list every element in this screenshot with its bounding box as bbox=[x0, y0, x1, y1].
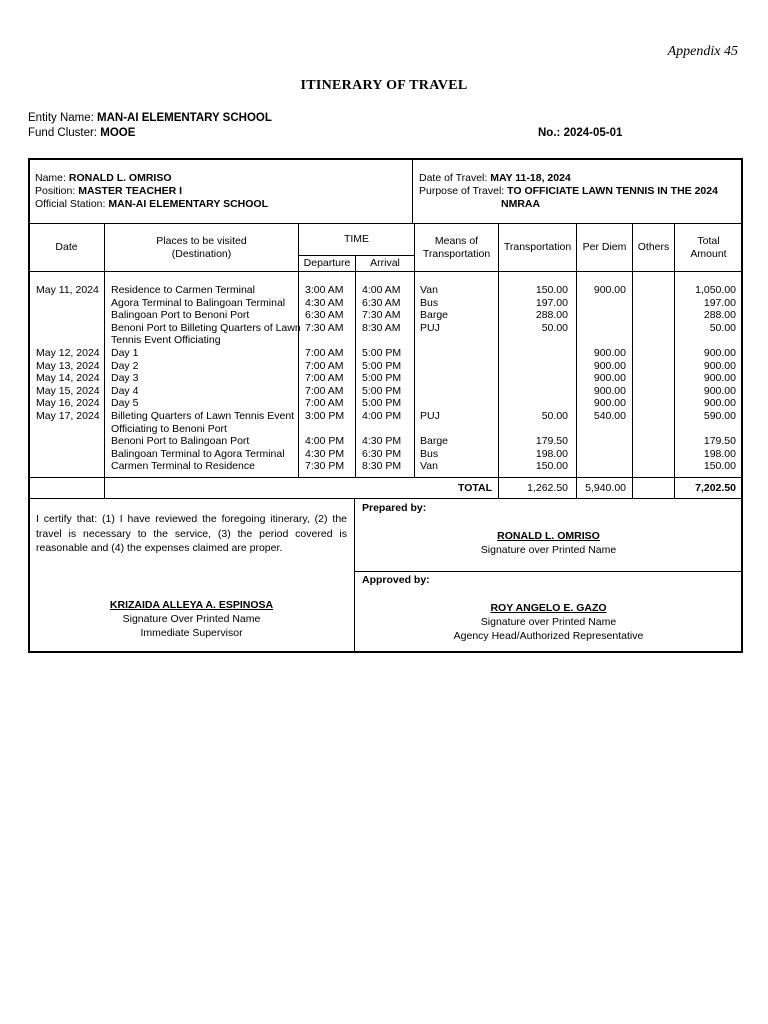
appendix-label: Appendix 45 bbox=[667, 44, 738, 59]
document-number-value: 2024-05-01 bbox=[563, 127, 623, 139]
row-departure: 7:00 AM bbox=[305, 397, 344, 410]
row-means bbox=[420, 423, 496, 436]
row-per-diem bbox=[577, 460, 626, 473]
row-others bbox=[633, 410, 668, 423]
travel-purpose: TO OFFICIATE LAWN TENNIS IN THE 2024 bbox=[507, 185, 718, 197]
row-transportation: 288.00 bbox=[535, 309, 568, 322]
row-arrival bbox=[362, 423, 414, 436]
row-per-diem: 900.00 bbox=[593, 397, 626, 410]
row-arrival: 6:30 AM bbox=[362, 296, 401, 309]
row-departure: 7:30 PM bbox=[305, 460, 345, 473]
row-total: 198.00 bbox=[703, 447, 736, 460]
row-departure: 4:30 AM bbox=[305, 296, 344, 309]
row-transportation bbox=[499, 385, 568, 398]
row-place: Day 5 bbox=[111, 397, 139, 410]
row-arrival: 7:30 AM bbox=[362, 309, 401, 322]
header-arrival: Arrival bbox=[370, 257, 400, 269]
row-means bbox=[420, 385, 496, 398]
row-date bbox=[36, 297, 102, 310]
travel-date-label: Date of Travel: bbox=[419, 172, 488, 184]
row-per-diem bbox=[577, 334, 626, 347]
row-arrival: 5:00 PM bbox=[362, 384, 402, 397]
supervisor-name: KRIZAIDA ALLEYA A. ESPINOSA bbox=[109, 599, 274, 611]
row-arrival: 5:00 PM bbox=[362, 347, 402, 359]
row-means: Barge bbox=[420, 309, 449, 322]
row-transportation bbox=[499, 397, 568, 410]
row-transportation bbox=[499, 360, 568, 373]
travel-purpose-continued: NMRAA bbox=[501, 198, 541, 210]
row-place: Day 2 bbox=[111, 359, 139, 372]
row-total: 900.00 bbox=[703, 397, 736, 410]
prepared-by-signature bbox=[355, 529, 742, 557]
row-place: Officiating to Benoni Port bbox=[111, 422, 227, 435]
row-arrival: 4:00 AM bbox=[362, 284, 401, 296]
row-transportation: 197.00 bbox=[535, 296, 568, 309]
row-total: 150.00 bbox=[703, 460, 736, 473]
row-departure: 7:00 AM bbox=[305, 384, 344, 397]
row-total: 288.00 bbox=[703, 309, 736, 322]
row-place: Balingoan Terminal to Agora Terminal bbox=[111, 447, 285, 460]
row-place: Day 1 bbox=[111, 347, 139, 359]
row-per-diem bbox=[577, 322, 626, 335]
row-date: May 17, 2024 bbox=[36, 410, 100, 422]
row-per-diem bbox=[577, 448, 626, 461]
row-others bbox=[633, 385, 668, 398]
approved-by-label: Approved by: bbox=[362, 574, 430, 586]
row-means bbox=[420, 372, 496, 385]
traveler-position: MASTER TEACHER I bbox=[78, 185, 183, 197]
row-total: 179.50 bbox=[703, 435, 736, 448]
row-place: Day 3 bbox=[111, 372, 139, 385]
row-date bbox=[36, 435, 102, 448]
row-others bbox=[633, 448, 668, 461]
row-per-diem bbox=[577, 309, 626, 322]
header-means-line1: Means of bbox=[434, 234, 479, 247]
row-transportation bbox=[499, 372, 568, 385]
header-means bbox=[415, 224, 498, 271]
approved-by-title: Agency Head/Authorized Representative bbox=[453, 630, 644, 642]
travel-info bbox=[419, 172, 718, 211]
row-place: Billeting Quarters of Lawn Tennis Event bbox=[111, 410, 295, 422]
row-means: PUJ bbox=[420, 410, 440, 422]
row-arrival: 5:00 PM bbox=[362, 359, 402, 372]
row-departure: 7:00 AM bbox=[305, 347, 344, 359]
row-others bbox=[633, 309, 668, 322]
header-transportation: Transportation bbox=[503, 241, 572, 253]
document-title: ITINERARY OF TRAVEL bbox=[300, 78, 468, 93]
header-time: TIME bbox=[343, 233, 370, 245]
row-means: Bus bbox=[420, 296, 439, 309]
totals-label: TOTAL bbox=[457, 482, 492, 494]
row-total: 1,050.00 bbox=[695, 284, 736, 296]
row-date bbox=[36, 334, 102, 347]
row-total: 900.00 bbox=[703, 384, 736, 397]
row-means bbox=[420, 397, 496, 410]
row-departure bbox=[305, 334, 355, 347]
row-date: May 11, 2024 bbox=[36, 284, 99, 296]
row-others bbox=[633, 322, 668, 335]
row-others bbox=[633, 423, 668, 436]
header-date: Date bbox=[55, 241, 78, 253]
row-departure bbox=[305, 423, 355, 436]
fund-cluster bbox=[28, 127, 135, 139]
approved-by-signature bbox=[355, 601, 742, 643]
row-transportation: 50.00 bbox=[541, 410, 568, 422]
row-place: Benoni Port to Billeting Quarters of Lawn bbox=[111, 321, 301, 334]
row-transportation: 150.00 bbox=[535, 284, 568, 296]
row-total bbox=[675, 334, 736, 347]
row-date: May 16, 2024 bbox=[36, 397, 100, 410]
prepared-by-signature-label: Signature over Printed Name bbox=[480, 544, 617, 556]
approved-by-signature-label: Signature over Printed Name bbox=[480, 616, 617, 628]
row-transportation: 179.50 bbox=[535, 435, 568, 448]
row-date bbox=[36, 460, 102, 473]
row-arrival: 4:30 PM bbox=[362, 435, 402, 448]
row-departure: 3:00 PM bbox=[305, 410, 345, 422]
row-date bbox=[36, 423, 102, 436]
header-places-line1: Places to be visited bbox=[156, 234, 247, 247]
row-per-diem bbox=[577, 435, 626, 448]
row-departure: 7:30 AM bbox=[305, 321, 344, 334]
row-transportation: 50.00 bbox=[541, 321, 568, 334]
row-total: 900.00 bbox=[703, 347, 736, 359]
header-places-line2: (Destination) bbox=[171, 247, 232, 260]
row-means: Van bbox=[420, 460, 438, 473]
document-number bbox=[538, 127, 622, 139]
approved-by-name: ROY ANGELO E. GAZO bbox=[490, 602, 607, 614]
row-place: Carmen Terminal to Residence bbox=[111, 460, 255, 473]
row-others bbox=[633, 360, 668, 373]
supervisor-title: Immediate Supervisor bbox=[140, 627, 243, 639]
row-means: PUJ bbox=[420, 321, 440, 334]
row-total: 900.00 bbox=[703, 359, 736, 372]
traveler-name-label: Name: bbox=[35, 172, 66, 184]
traveler-station-label: Official Station: bbox=[35, 198, 106, 210]
row-transportation: 198.00 bbox=[535, 447, 568, 460]
row-departure: 4:30 PM bbox=[305, 447, 345, 460]
row-place: Residence to Carmen Terminal bbox=[111, 284, 255, 296]
row-per-diem bbox=[577, 297, 626, 310]
header-means-line2: Transportation bbox=[422, 247, 491, 260]
row-transportation bbox=[499, 347, 568, 360]
row-per-diem: 900.00 bbox=[593, 372, 626, 385]
row-place: Agora Terminal to Balingoan Terminal bbox=[111, 296, 286, 309]
traveler-name: RONALD L. OMRISO bbox=[68, 172, 172, 184]
row-means: Van bbox=[420, 284, 438, 296]
row-date: May 14, 2024 bbox=[36, 372, 100, 385]
row-date: May 15, 2024 bbox=[36, 384, 100, 397]
traveler-position-label: Position: bbox=[35, 185, 76, 197]
row-place: Tennis Event Officiating bbox=[111, 334, 221, 347]
prepared-by-name: RONALD L. OMRISO bbox=[497, 530, 600, 542]
row-arrival: 8:30 PM bbox=[362, 460, 402, 473]
row-place: Day 4 bbox=[111, 384, 139, 397]
row-means bbox=[420, 347, 496, 360]
row-arrival: 5:00 PM bbox=[362, 372, 402, 385]
row-date bbox=[36, 322, 102, 335]
row-per-diem: 900.00 bbox=[593, 347, 626, 359]
header-total-line2: Amount bbox=[690, 247, 727, 260]
document-number-label: No.: bbox=[538, 127, 561, 139]
row-others bbox=[633, 347, 668, 360]
fund-cluster-label: Fund Cluster: bbox=[28, 127, 98, 139]
entity-name-value: MAN-AI ELEMENTARY SCHOOL bbox=[97, 112, 272, 124]
row-others bbox=[633, 460, 668, 473]
row-total: 197.00 bbox=[703, 296, 736, 309]
row-arrival: 5:00 PM bbox=[362, 397, 402, 410]
row-others bbox=[633, 334, 668, 347]
row-date bbox=[36, 448, 102, 461]
header-per-diem: Per Diem bbox=[582, 241, 627, 253]
row-others bbox=[633, 435, 668, 448]
header-total bbox=[675, 224, 742, 271]
totals-transportation: 1,262.50 bbox=[527, 482, 568, 494]
row-per-diem: 540.00 bbox=[593, 410, 626, 422]
traveler-station: MAN-AI ELEMENTARY SCHOOL bbox=[108, 198, 268, 210]
row-place: Benoni Port to Balingoan Port bbox=[111, 435, 250, 448]
header-others: Others bbox=[637, 241, 670, 253]
row-others bbox=[633, 397, 668, 410]
row-arrival: 8:30 AM bbox=[362, 321, 401, 334]
totals-amount: 7,202.50 bbox=[695, 482, 736, 494]
travel-date: MAY 11-18, 2024 bbox=[490, 172, 571, 184]
supervisor-signature-label: Signature Over Printed Name bbox=[122, 613, 261, 625]
header-total-line1: Total bbox=[697, 234, 720, 247]
row-departure: 7:00 AM bbox=[305, 372, 344, 385]
traveler-info bbox=[35, 172, 268, 211]
entity-name-label: Entity Name: bbox=[28, 112, 94, 124]
header-places bbox=[105, 224, 298, 271]
row-means: Bus bbox=[420, 447, 439, 460]
row-departure: 6:30 AM bbox=[305, 309, 344, 322]
row-date: May 13, 2024 bbox=[36, 359, 100, 372]
row-per-diem: 900.00 bbox=[593, 284, 626, 296]
row-others bbox=[633, 297, 668, 310]
row-total bbox=[675, 423, 736, 436]
row-total: 50.00 bbox=[709, 321, 736, 334]
row-total: 590.00 bbox=[703, 410, 736, 422]
row-others bbox=[633, 372, 668, 385]
row-arrival bbox=[362, 334, 414, 347]
totals-per-diem: 5,940.00 bbox=[585, 482, 626, 494]
row-transportation: 150.00 bbox=[535, 460, 568, 473]
row-transportation bbox=[499, 334, 568, 347]
row-others bbox=[633, 284, 668, 297]
row-departure: 7:00 AM bbox=[305, 359, 344, 372]
row-arrival: 4:00 PM bbox=[362, 410, 402, 422]
row-date: May 12, 2024 bbox=[36, 347, 100, 359]
row-arrival: 6:30 PM bbox=[362, 447, 402, 460]
row-date bbox=[36, 309, 102, 322]
row-place: Balingoan Port to Benoni Port bbox=[111, 309, 250, 322]
row-departure: 3:00 AM bbox=[305, 284, 344, 296]
row-means: Barge bbox=[420, 435, 449, 448]
supervisor-signature bbox=[29, 598, 354, 640]
certification-text: I certify that: (1) I have reviewed the foregoing itinerary, (2) the travel is necessary to the service, (3) the period covered is reasonable and (4) the expenses claimed are proper. bbox=[36, 513, 347, 554]
row-per-diem: 900.00 bbox=[593, 359, 626, 372]
row-per-diem: 900.00 bbox=[593, 384, 626, 397]
row-departure: 4:00 PM bbox=[305, 435, 345, 448]
travel-purpose-label: Purpose of Travel: bbox=[419, 185, 505, 197]
row-means bbox=[420, 360, 496, 373]
fund-cluster-value: MOOE bbox=[100, 127, 136, 139]
header-departure: Departure bbox=[303, 257, 351, 269]
row-transportation bbox=[499, 423, 568, 436]
row-means bbox=[420, 334, 496, 347]
entity-name bbox=[28, 112, 272, 124]
row-per-diem bbox=[577, 423, 626, 436]
prepared-by-label: Prepared by: bbox=[362, 502, 427, 514]
row-total: 900.00 bbox=[703, 372, 736, 385]
